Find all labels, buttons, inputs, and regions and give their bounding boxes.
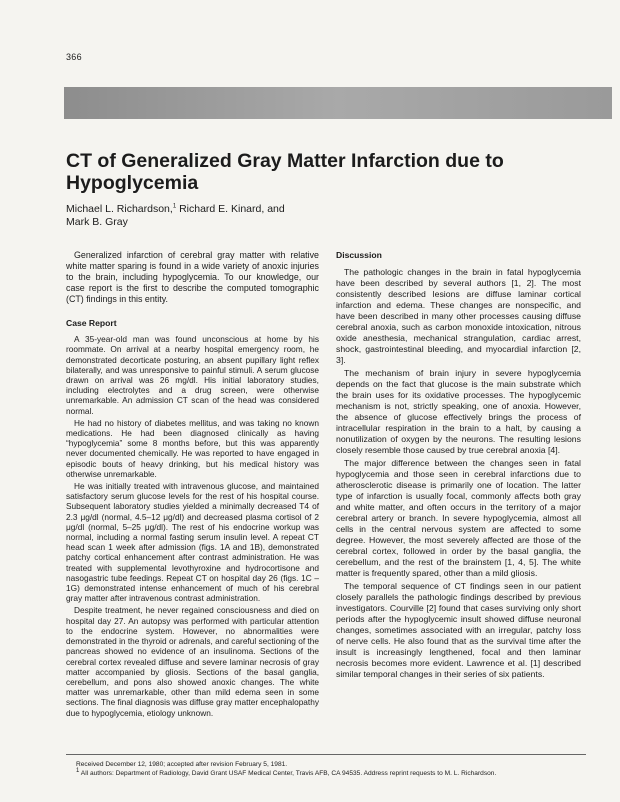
case-report-paragraph: A 35-year-old man was found unconscious at home by his roommate. On arrival at a nearby hospital emergency room, he demonstrated decorticate posturing, an absent pupillary light reflex bilaterally, and was unresponsive to painful stimuli. A serum glucose drawn on arrival was 26 mg/dl. His initial laboratory studies, including electrolytes and a drug screen, were otherwise unremarkable. An admission CT scan of the head was considered normal. [66,334,319,416]
right-column [336,250,581,682]
author-last: Mark B. Gray [66,216,128,228]
case-report-paragraph: Despite treatment, he never regained consciousness and died on hospital day 27. An autopsy was performed with particular attention to the endocrine system. However, no abnormalities were demonstrated in the thyroid or adrenals, and careful sectioning of the pancreas showed no evidence of an insulinoma. Sections of the cerebral cortex revealed diffuse and severe laminar necrosis of gray matter accompanied by gliosis. Sections of the basal ganglia, cerebellum, and pons also showed anoxic changes. The white matter was unremarkable, other than mild edema seen in some sections. The final diagnosis was diffuse gray matter encephalopathy due to hypoglycemia, etiology unknown. [66,605,319,718]
discussion-paragraph: The major difference between the changes seen in fatal hypoglycemia and those seen in cerebral infarctions due to atherosclerotic disease is primarily one of location. The latter type of infarction is usually focal, commonly affects both gray and white matter, and often occurs in the territory of a major cerebral artery or branch. In severe hypoglycemia, almost all cells in the central nervous system are affected to some degree. However, the most severely affected are those of the cerebral cortex, followed in order by the basal ganglia, the cerebellum, and the rest of the brainstem [1, 4, 5]. The white matter is frequently spared, other than a mild gliosis. [336,458,581,578]
affiliation-note [66,769,586,778]
discussion-paragraph: The temporal sequence of CT findings seen in our patient closely parallels the pathologic findings described by previous investigators. Courville [2] found that cases surviving only short periods after the hypoglycemic insult showed diffuse neuronal changes, sometimes associated with an irregular, patchy loss of nerve cells. He also found that as the survival time after the insult is increasingly lengthened, focal and then laminar necrosis becomes more evident. Lawrence et al. [1] described similar temporal changes in their series of six patients. [336,581,581,679]
author-first: Michael L. Richardson, [66,203,173,215]
discussion-heading: Discussion [336,250,382,260]
discussion-paragraph: The mechanism of brain injury in severe hypoglycemia depends on the fact that glucose is the main substrate which the brain uses for its oxidative processes. The hypoglycemic mechanism is not, strictly speaking, one of anoxia. However, the absence of glucose effectively brings the process of intracellular respiration in the brain to a halt, by causing a nonutilization of oxygen by the neurons. The resulting lesions closely resemble those caused by true cerebral anoxia [4]. [336,368,581,455]
affiliation-text: All authors: Department of Radiology, David Grant USAF Medical Center, Travis AFB, CA 94535. Address reprint requests to M. L. Richardson. [79,770,497,777]
left-column [66,250,319,720]
case-report-heading: Case Report [66,318,117,328]
author-footnote-mark: 1 [172,203,177,210]
case-report-paragraph: He had no history of diabetes mellitus, and was taking no known medications. He had been diagnosed clinically as having “hypoglycemia” some 8 months before, but this was apparently never documented chemically. He was reported to have engaged in episodic bouts of heavy drinking, but his medical history was otherwise unremarkable. [66,417,319,479]
page-number: 366 [66,52,82,62]
affiliation-footnote-mark: 1 [76,767,80,774]
author-rest: Richard E. Kinard, and [176,203,285,215]
header-band [64,87,612,119]
discussion-paragraph: The pathologic changes in the brain in fatal hypoglycemia have been described by several authors [1, 2]. The most consistently described lesions are diffuse laminar cortical infarction and edema. These changes are nonspecific, and have been described in many other processes causing diffuse cerebral anoxia, such as carbon monoxide intoxication, nitrous oxide anesthesia, mechanical strangulation, cardiac arrest, shock, gastrointestinal bleeding, and myocardial infarction [2, 3]. [336,267,581,365]
case-report-paragraph: He was initially treated with intravenous glucose, and maintained satisfactory serum glucose levels for the rest of his hospital course. Subsequent laboratory studies yielded a minimally decreased T4 of 2.3 μg/dl (normal, 4.5–12 μg/dl) and decreased plasma cortisol of 2 μg/dl (normal, 5–25 μg/dl). The rest of his endocrine workup was normal, including a normal fasting serum insulin level. A repeat CT head scan 1 week after admission (figs. 1A and 1B), demonstrated patchy cortical enhancement after contrast administration. He was treated with supplemental levothyroxine and hydrocortisone and nasogastric tube feedings. Repeat CT on hospital day 26 (figs. 1C – 1G) demonstrated intense enhancement of much of his cerebral gray matter after intravenous contrast administration. [66,481,319,604]
abstract: Generalized infarction of cerebral gray matter with relative white matter sparing is found in a wide variety of anoxic injuries to the brain, including hypoglycemia. To our knowledge, our case report is the first to describe the computed tomographic (CT) findings in this entity. [66,250,319,304]
received-note: Received December 12, 1980; accepted after revision February 5, 1981. [76,761,288,768]
author-list [66,203,326,229]
article-title: CT of Generalized Gray Matter Infarction due to Hypoglycemia [66,150,504,194]
footnotes [66,754,586,778]
